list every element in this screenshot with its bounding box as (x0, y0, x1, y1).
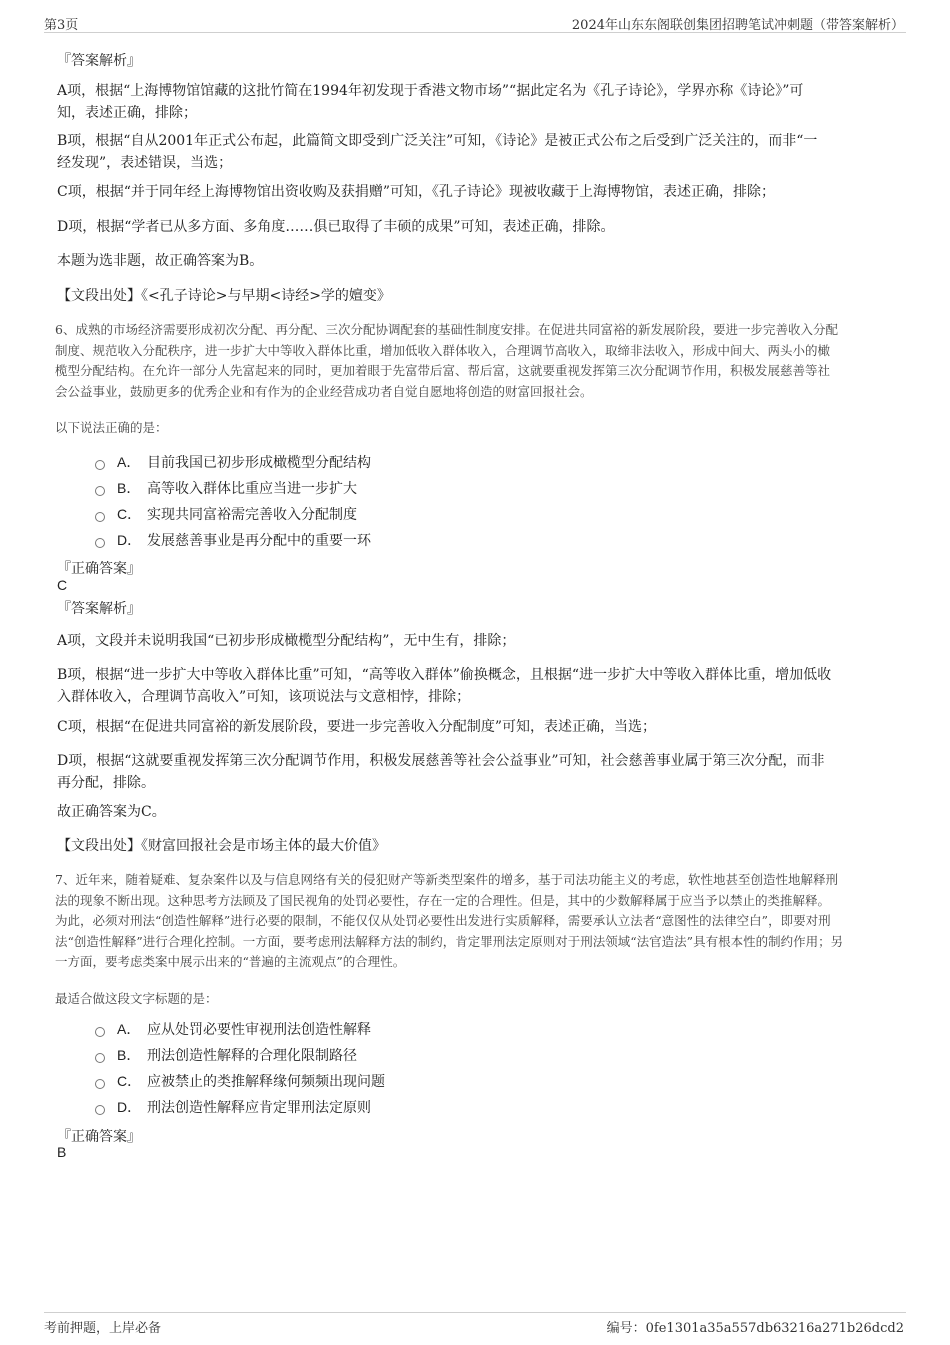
footer-slogan: 考前押题，上岸必备 (44, 1321, 162, 1336)
q5-analysis-label: 『答案解析』 (57, 53, 141, 69)
page-footer (44, 1312, 906, 1335)
q7-option-a[interactable] (95, 1019, 371, 1041)
q5-conclusion: 本题为选非题，故正确答案为B。 (57, 253, 264, 269)
option-letter: C． (117, 506, 142, 522)
stem-line: 7、近年来，随着疑难、复杂案件以及与信息网络有关的侵犯财产等新类型案件的增多，基于司法功能主义的考虑，软性地甚至创造性地解释刑 (55, 872, 838, 887)
analysis-line: 知，表述正确，排除； (57, 105, 197, 121)
option-letter: A． (117, 454, 141, 470)
option-text: 应被禁止的类推解释缘何频频出现问题 (147, 1074, 385, 1090)
q7-option-c[interactable] (95, 1071, 385, 1093)
q5-analysis-b (57, 130, 895, 174)
option-text: 刑法创造性解释的合理化限制路径 (147, 1048, 357, 1064)
radio-button[interactable] (95, 1079, 105, 1089)
q6-analysis-c: C项，根据“在促进共同富裕的新发展阶段，要进一步完善收入分配制度”可知，表述正确，当选； (57, 719, 657, 735)
option-text: 应从处罚必要性审视刑法创造性解释 (147, 1022, 371, 1038)
q6-analysis-label: 『答案解析』 (57, 601, 141, 617)
option-text: 发展慈善事业是再分配中的重要一环 (147, 533, 371, 549)
option-letter: C． (117, 1073, 142, 1089)
option-text: 刑法创造性解释应肯定罪刑法定原则 (147, 1100, 371, 1116)
q6-option-a[interactable] (95, 452, 371, 474)
stem-line: 为此，必须对刑法“创造性解释”进行必要的限制，不能仅仅从处罚必要性出发进行实质解释，需要承认立法者“意图性的法律空白”，即要对刑 (55, 913, 831, 928)
analysis-line: D项，根据“这就要重视发挥第三次分配调节作用，积极发展慈善等社会公益事业”可知，社会慈善事业属于第三次分配，而非 (57, 753, 825, 769)
stem-line: 榄型分配结构。在允许一部分人先富起来的同时，更加着眼于先富带后富、帮后富，这就要重视发挥第三次分配调节作用，积极发展慈善等社 (55, 363, 831, 378)
analysis-line: B项，根据“进一步扩大中等收入群体比重”可知，“高等收入群体”偷换概念，且根据“进一步扩大中等收入群体比重，增加低收 (57, 667, 832, 683)
q6-option-b[interactable] (95, 478, 357, 500)
radio-button[interactable] (95, 460, 105, 470)
q7-answer: B (57, 1144, 67, 1160)
radio-button[interactable] (95, 1053, 105, 1063)
analysis-line: B项，根据“自从2001年正式公布起，此篇简文即受到广泛关注”可知，《诗论》是被正式公布之后受到广泛关注的，而非“一 (57, 133, 818, 149)
q6-conclusion: 故正确答案为C。 (57, 804, 166, 820)
q6-stem (55, 320, 897, 402)
q5-analysis-a (57, 80, 895, 124)
option-letter: D． (117, 532, 142, 548)
document-id: 编号：0fe1301a35a557db63216a271b26dcd2 (606, 1321, 904, 1336)
stem-line: 法的现象不断出现。这种思考方法顾及了国民视角的处罚必要性，存在一定的合理性。但是，其中的少数解释属于应当予以禁止的类推解释。 (55, 892, 831, 908)
stem-line: 法“创造性解释”进行合理化控制。一方面，要考虑刑法解释方法的制约，肯定罪刑法定原则对于刑法领域“法官造法”具有根本性的制约作用；另 (55, 933, 844, 949)
q5-analysis-c: C项，根据“并于同年经上海博物馆出资收购及获捐赠”可知，《孔子诗论》现被收藏于上海博物馆，表述正确，排除； (57, 184, 776, 200)
analysis-line: 入群体收入，合理调节高收入”可知，该项说法与文意相悖，排除； (57, 689, 471, 705)
stem-line: 6、成熟的市场经济需要形成初次分配、再分配、三次分配协调配套的基础性制度安排。在促进共同富裕的新发展阶段，要进一步完善收入分配 (55, 322, 838, 337)
option-text: 高等收入群体比重应当进一步扩大 (147, 481, 357, 497)
radio-button[interactable] (95, 1027, 105, 1037)
q6-prompt: 以下说法正确的是： (55, 420, 168, 435)
q5-source: 【文段出处】《<孔子诗论>与早期<诗经>学的嬗变》 (57, 288, 391, 304)
q7-option-d[interactable] (95, 1097, 371, 1119)
analysis-line: 经发现”，表述错误，当选； (57, 155, 233, 171)
q7-option-b[interactable] (95, 1045, 357, 1067)
document-title: 2024年山东东阁联创集团招聘笔试冲刺题（带答案解析） (571, 18, 904, 33)
option-letter: B． (117, 1047, 141, 1063)
q7-stem (55, 870, 897, 973)
analysis-line: A项，根据“上海博物馆馆藏的这批竹简在1994年初发现于香港文物市场”“据此定名为《孔子诗论》，学界亦称《诗论》”可 (57, 83, 804, 99)
radio-button[interactable] (95, 512, 105, 522)
radio-button[interactable] (95, 1105, 105, 1115)
option-text: 实现共同富裕需完善收入分配制度 (147, 507, 357, 523)
q7-answer-label: 『正确答案』 (57, 1129, 141, 1145)
q5-analysis-d: D项，根据“学者已从多方面、多角度……俱已取得了丰硕的成果”可知，表述正确，排除。 (57, 219, 615, 235)
q7-prompt: 最适合做这段文字标题的是： (55, 991, 218, 1006)
analysis-line: 再分配，排除。 (57, 775, 155, 791)
q6-option-c[interactable] (95, 504, 357, 526)
stem-line: 一方面，要考虑类案中展示出来的“普遍的主流观点”的合理性。 (55, 954, 406, 969)
option-letter: B． (117, 480, 141, 496)
q6-analysis-d (57, 750, 895, 794)
q6-answer: C (57, 577, 68, 593)
option-text: 目前我国已初步形成橄榄型分配结构 (147, 455, 371, 471)
q6-answer-label: 『正确答案』 (57, 561, 141, 577)
q6-source: 【文段出处】《财富回报社会是市场主体的最大价值》 (57, 838, 386, 854)
option-letter: D． (117, 1099, 142, 1115)
stem-line: 制度、规范收入分配秩序，进一步扩大中等收入群体比重，增加低收入群体收入，合理调节高收入，取缔非法收入，形成中间大、两头小的橄 (55, 342, 831, 358)
page-number: 第3页 (44, 18, 79, 33)
page-header (44, 12, 906, 33)
option-letter: A． (117, 1021, 141, 1037)
stem-line: 会公益事业，鼓励更多的优秀企业和有作为的企业经营成功者自觉自愿地将创造的财富回报社会。 (55, 383, 593, 399)
radio-button[interactable] (95, 538, 105, 548)
q6-analysis-b (57, 664, 895, 708)
q6-analysis-a: A项，文段并未说明我国“已初步形成橄榄型分配结构”，无中生有，排除； (57, 633, 516, 649)
radio-button[interactable] (95, 486, 105, 496)
q6-option-d[interactable] (95, 530, 371, 552)
